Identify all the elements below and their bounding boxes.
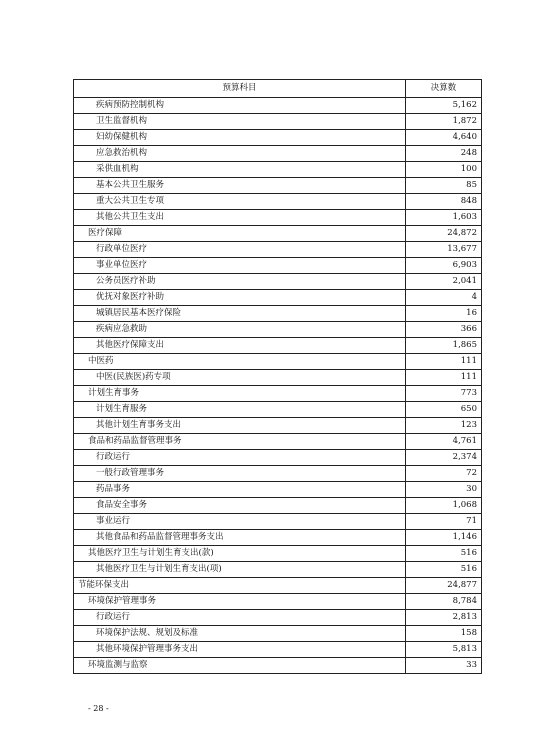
budget-item-name: 行政运行 xyxy=(74,610,406,626)
table-body xyxy=(74,98,482,674)
final-amount: 111 xyxy=(406,370,482,386)
final-amount: 111 xyxy=(406,354,482,370)
budget-item-name: 基本公共卫生服务 xyxy=(74,178,406,194)
final-amount: 16 xyxy=(406,306,482,322)
table-row xyxy=(74,466,482,482)
budget-item-name: 食品和药品监督管理事务 xyxy=(74,434,406,450)
column-header-final-amount: 决算数 xyxy=(406,80,482,98)
table-row xyxy=(74,482,482,498)
budget-item-name: 计划生育事务 xyxy=(74,386,406,402)
final-amount: 4 xyxy=(406,290,482,306)
final-amount: 2,813 xyxy=(406,610,482,626)
final-amount: 848 xyxy=(406,194,482,210)
table-row xyxy=(74,258,482,274)
budget-item-name: 医疗保障 xyxy=(74,226,406,242)
table-row xyxy=(74,530,482,546)
table-row xyxy=(74,578,482,594)
table-row xyxy=(74,226,482,242)
final-amount: 72 xyxy=(406,466,482,482)
final-amount: 1,865 xyxy=(406,338,482,354)
final-amount: 2,041 xyxy=(406,274,482,290)
table-row xyxy=(74,546,482,562)
final-amount: 1,068 xyxy=(406,498,482,514)
page-number: - 28 - xyxy=(88,704,109,713)
final-amount: 8,784 xyxy=(406,594,482,610)
table-row xyxy=(74,146,482,162)
budget-item-name: 事业单位医疗 xyxy=(74,258,406,274)
final-amount: 6,903 xyxy=(406,258,482,274)
final-amount: 4,761 xyxy=(406,434,482,450)
budget-item-name: 疾病应急救助 xyxy=(74,322,406,338)
table-row xyxy=(74,418,482,434)
table-row xyxy=(74,130,482,146)
budget-item-name: 卫生监督机构 xyxy=(74,114,406,130)
table-row xyxy=(74,322,482,338)
table-row xyxy=(74,114,482,130)
table-row xyxy=(74,402,482,418)
budget-item-name: 重大公共卫生专项 xyxy=(74,194,406,210)
table-row xyxy=(74,610,482,626)
table-row xyxy=(74,354,482,370)
table-row xyxy=(74,162,482,178)
table-row xyxy=(74,242,482,258)
final-amount: 5,813 xyxy=(406,642,482,658)
final-amount: 158 xyxy=(406,626,482,642)
table-row xyxy=(74,178,482,194)
budget-item-name: 应急救治机构 xyxy=(74,146,406,162)
budget-item-name: 公务员医疗补助 xyxy=(74,274,406,290)
final-amount: 24,872 xyxy=(406,226,482,242)
table-row xyxy=(74,210,482,226)
final-amount: 1,872 xyxy=(406,114,482,130)
final-amount: 516 xyxy=(406,546,482,562)
table-row xyxy=(74,498,482,514)
final-amount: 2,374 xyxy=(406,450,482,466)
budget-item-name: 其他食品和药品监督管理事务支出 xyxy=(74,530,406,546)
final-amount: 100 xyxy=(406,162,482,178)
table-row xyxy=(74,642,482,658)
final-amount: 650 xyxy=(406,402,482,418)
budget-item-name: 事业运行 xyxy=(74,514,406,530)
table-row xyxy=(74,562,482,578)
budget-item-name: 疾病预防控制机构 xyxy=(74,98,406,114)
final-amount: 33 xyxy=(406,658,482,674)
table-row xyxy=(74,594,482,610)
final-amount: 24,877 xyxy=(406,578,482,594)
budget-item-name: 其他公共卫生支出 xyxy=(74,210,406,226)
final-amount: 71 xyxy=(406,514,482,530)
budget-item-name: 采供血机构 xyxy=(74,162,406,178)
budget-item-name: 计划生育服务 xyxy=(74,402,406,418)
final-amount: 85 xyxy=(406,178,482,194)
table-row xyxy=(74,434,482,450)
column-header-budget-item: 预算科目 xyxy=(74,80,406,98)
table-row xyxy=(74,290,482,306)
budget-item-name: 其他环境保护管理事务支出 xyxy=(74,642,406,658)
budget-item-name: 中医药 xyxy=(74,354,406,370)
budget-item-name: 环境监测与监察 xyxy=(74,658,406,674)
final-amount: 366 xyxy=(406,322,482,338)
final-amount: 1,146 xyxy=(406,530,482,546)
budget-item-name: 一般行政管理事务 xyxy=(74,466,406,482)
budget-item-name: 药品事务 xyxy=(74,482,406,498)
final-amount: 123 xyxy=(406,418,482,434)
final-amount: 516 xyxy=(406,562,482,578)
final-amount: 30 xyxy=(406,482,482,498)
table-row xyxy=(74,306,482,322)
budget-item-name: 中医(民族医)药专项 xyxy=(74,370,406,386)
budget-item-name: 其他医疗保障支出 xyxy=(74,338,406,354)
table-row xyxy=(74,386,482,402)
budget-item-name: 食品安全事务 xyxy=(74,498,406,514)
budget-item-name: 其他医疗卫生与计划生育支出(项) xyxy=(74,562,406,578)
budget-item-name: 城镇居民基本医疗保险 xyxy=(74,306,406,322)
budget-item-name: 优抚对象医疗补助 xyxy=(74,290,406,306)
budget-item-name: 行政运行 xyxy=(74,450,406,466)
final-amount: 4,640 xyxy=(406,130,482,146)
table-row xyxy=(74,274,482,290)
budget-item-name: 其他医疗卫生与计划生育支出(款) xyxy=(74,546,406,562)
final-amount: 5,162 xyxy=(406,98,482,114)
table-row xyxy=(74,98,482,114)
budget-item-name: 其他计划生育事务支出 xyxy=(74,418,406,434)
table-header-row xyxy=(74,80,482,98)
budget-item-name: 节能环保支出 xyxy=(74,578,406,594)
table-row xyxy=(74,514,482,530)
table-row xyxy=(74,658,482,674)
final-amount: 773 xyxy=(406,386,482,402)
table-row xyxy=(74,338,482,354)
final-amount: 248 xyxy=(406,146,482,162)
final-amount: 1,603 xyxy=(406,210,482,226)
budget-item-name: 环境保护管理事务 xyxy=(74,594,406,610)
budget-item-name: 妇幼保健机构 xyxy=(74,130,406,146)
table-row xyxy=(74,370,482,386)
budget-item-name: 环境保护法规、规划及标准 xyxy=(74,626,406,642)
final-amount: 13,677 xyxy=(406,242,482,258)
budget-table xyxy=(73,79,482,674)
budget-item-name: 行政单位医疗 xyxy=(74,242,406,258)
table-row xyxy=(74,626,482,642)
table-row xyxy=(74,194,482,210)
table-row xyxy=(74,450,482,466)
